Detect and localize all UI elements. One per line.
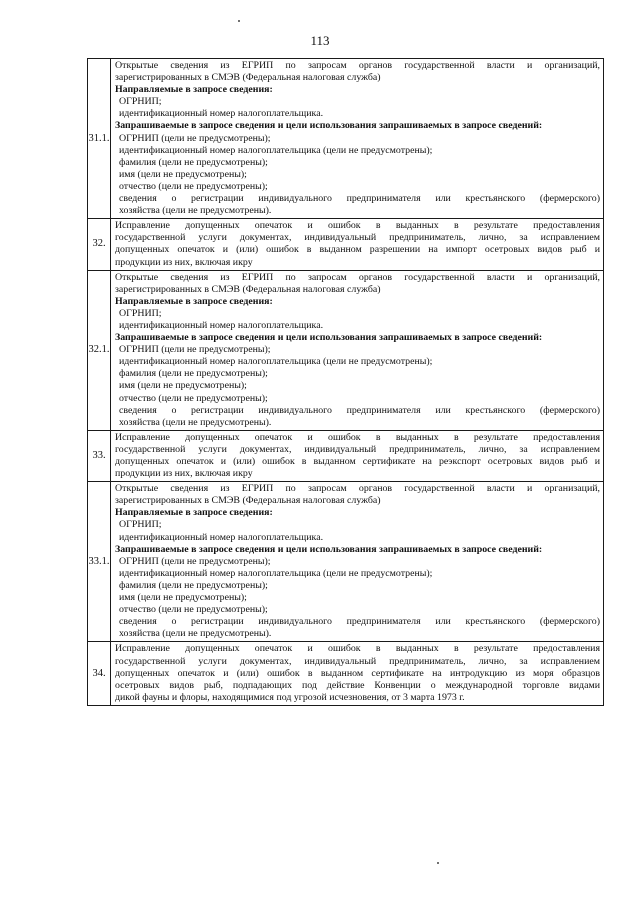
- requested-info-item: отчество (цели не предусмотрены);: [119, 180, 268, 192]
- requested-info-item: ОГРНИП (цели не предусмотрены);: [119, 344, 271, 356]
- correction-description: продукции из них, включая икру: [115, 468, 253, 480]
- sent-info-item: идентификационный номер налогоплательщика.: [119, 531, 324, 543]
- correction-description: Исправление допущенных опечаток и ошибок в выданных в результате предоставления: [115, 220, 600, 232]
- table-row: [88, 642, 604, 705]
- requested-info-item: идентификационный номер налогоплательщика (цели не предусмотрены);: [119, 144, 433, 156]
- source-description: зарегистрированных в СМЭВ (Федеральная налоговая служба): [115, 72, 381, 84]
- correction-description: Исправление допущенных опечаток и ошибок в выданных в результате предоставления: [115, 431, 600, 443]
- requested-info-item: фамилия (цели не предусмотрены);: [119, 156, 268, 168]
- source-description: Открытые сведения из ЕГРИП по запросам органов государственной власти и организаций,: [115, 60, 600, 71]
- row-number: 34.: [88, 642, 111, 705]
- requested-info-item: сведения о регистрации индивидуального предпринимателя или крестьянского (фермерского): [119, 404, 600, 416]
- requested-info-item: хозяйства (цели не предусмотрены).: [119, 628, 272, 640]
- requested-info-item: отчество (цели не предусмотрены);: [119, 392, 268, 404]
- correction-description: допущенных опечаток и (или) ошибок в выданном сертификате на реэкспорт осетровых видов рыб и: [115, 456, 600, 467]
- requested-info-heading: Запрашиваемые в запросе сведения и цели использования запрашиваемых в запросе сведений:: [115, 543, 543, 555]
- source-description: Открытые сведения из ЕГРИП по запросам органов государственной власти и организаций,: [115, 483, 600, 495]
- table-row: [88, 270, 604, 430]
- correction-description: дикой фауны и флоры, находящимися под угрозой исчезновения, от 3 марта 1973 г.: [115, 691, 465, 703]
- scan-speck: [437, 862, 439, 864]
- row-number: 32.: [88, 219, 111, 270]
- requested-info-item: имя (цели не предусмотрены);: [119, 380, 247, 392]
- row-number: 32.1.: [88, 270, 111, 430]
- table-row: [88, 482, 604, 642]
- requested-info-item: сведения о регистрации индивидуального предпринимателя или крестьянского (фермерского): [119, 616, 600, 628]
- requested-info-item: ОГРНИП (цели не предусмотрены);: [119, 132, 271, 144]
- table-row: [88, 430, 604, 481]
- requested-info-item: идентификационный номер налогоплательщика (цели не предусмотрены);: [119, 356, 433, 368]
- sent-info-item: идентификационный номер налогоплательщика.: [119, 319, 324, 331]
- table-row: [88, 59, 604, 219]
- correction-description: Исправление допущенных опечаток и ошибок в выданных в результате предоставления: [115, 643, 600, 655]
- sent-info-item: ОГРНИП;: [119, 519, 162, 531]
- correction-description: допущенных опечаток и (или) ошибок в выданном разрешении на импорт осетровых видов рыб и: [115, 244, 600, 256]
- sent-info-heading: Направляемые в запросе сведения:: [115, 84, 273, 96]
- table-body: [88, 59, 604, 706]
- row-content: [111, 482, 604, 642]
- scan-speck: [238, 20, 240, 22]
- correction-description: продукции из них, включая икру: [115, 256, 253, 268]
- correction-description: государственной услуги документах, индивидуальный предприниматель, лично, за исправлением: [115, 443, 600, 455]
- requested-info-item: сведения о регистрации индивидуального предпринимателя или крестьянского (фермерского): [119, 193, 600, 205]
- source-description: зарегистрированных в СМЭВ (Федеральная налоговая служба): [115, 495, 381, 507]
- requested-info-item: имя (цели не предусмотрены);: [119, 168, 247, 180]
- sent-info-heading: Направляемые в запросе сведения:: [115, 295, 273, 307]
- correction-description: государственной услуги документах, индивидуальный предприниматель, лично, за исправлением: [115, 655, 600, 667]
- correction-description: осетровых видов рыб, подпадающих под действие Конвенции о международной торговле видами: [115, 679, 600, 691]
- requested-info-item: хозяйства (цели не предусмотрены).: [119, 205, 272, 217]
- requested-info-item: имя (цели не предусмотрены);: [119, 592, 247, 604]
- row-content: [111, 59, 604, 219]
- requested-info-item: хозяйства (цели не предусмотрены).: [119, 416, 272, 428]
- row-content: [111, 219, 604, 270]
- correction-description: государственной услуги документах, индивидуальный предприниматель, лично, за исправлением: [115, 232, 600, 244]
- source-description: Открытые сведения из ЕГРИП по запросам органов государственной власти и организаций,: [115, 271, 600, 283]
- requested-info-item: фамилия (цели не предусмотрены);: [119, 579, 268, 591]
- requested-info-item: отчество (цели не предусмотрены);: [119, 604, 268, 616]
- services-table: [87, 58, 604, 706]
- row-content: [111, 642, 604, 705]
- row-number: 31.1.: [88, 59, 111, 219]
- sent-info-item: ОГРНИП;: [119, 307, 162, 319]
- requested-info-item: идентификационный номер налогоплательщика (цели не предусмотрены);: [119, 567, 433, 579]
- row-content: [111, 430, 604, 481]
- requested-info-item: ОГРНИП (цели не предусмотрены);: [119, 555, 271, 567]
- table-row: [88, 219, 604, 270]
- row-number: 33.1.: [88, 482, 111, 642]
- page-number: 113: [310, 33, 330, 48]
- row-number: 33.: [88, 430, 111, 481]
- requested-info-heading: Запрашиваемые в запросе сведения и цели использования запрашиваемых в запросе сведений:: [115, 332, 543, 344]
- row-content: [111, 270, 604, 430]
- requested-info-item: фамилия (цели не предусмотрены);: [119, 368, 268, 380]
- requested-info-heading: Запрашиваемые в запросе сведения и цели использования запрашиваемых в запросе сведений:: [115, 120, 543, 132]
- sent-info-item: идентификационный номер налогоплательщика.: [119, 108, 324, 120]
- sent-info-heading: Направляемые в запросе сведения:: [115, 507, 273, 519]
- source-description: зарегистрированных в СМЭВ (Федеральная налоговая служба): [115, 283, 381, 295]
- correction-description: допущенных опечаток и (или) ошибок в выданном сертификате на интродукцию из моря образцов: [115, 667, 600, 679]
- sent-info-item: ОГРНИП;: [119, 96, 162, 108]
